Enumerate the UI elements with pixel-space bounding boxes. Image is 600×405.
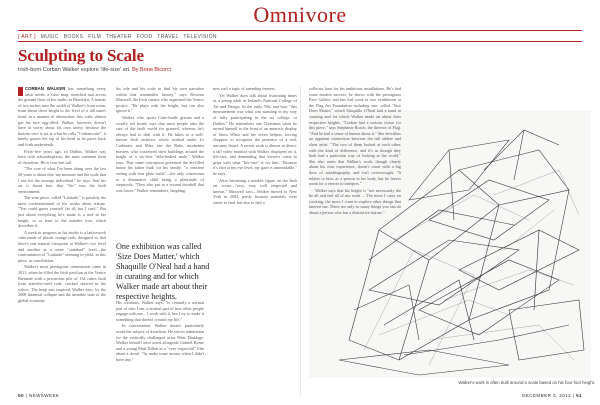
paragraph: His creations, Walker says, "is certainly a normal part of who I am, a normal part of how other people engage with me... I work with it, but I try to make it something that doesn't control my life." (116, 300, 204, 322)
paragraph: The wire piece, called "Latitude," is possibly the most confrontational of his works about stature. "You could guess yourself [as it], but I can't." But just about everything he's made is a nod to his height, or at least to the number four, which describes it. (18, 195, 106, 229)
page-number-left: 50 (18, 393, 24, 398)
paragraph: Yet Walker does talk about frustrating times as a young adult at Ireland's National College of Art and Design. In the early '90s, and how "this measurement was what was standing in my way of fully participating in the art college, or Dublin." He remembers one Christmas when he turned himself to the front of an antarctic display of Snow White and her seven helpers, forcing shoppers to recognize the presence of a real, uncanny dwarf. A recent work is almost as direct: a tall video monitor with Walker displayed on it, life-size, and demanding that viewers come to grips with what "life-size" is for him. "Because it's shot at my eye level, my gaze is unavoidable," he says. (213, 92, 297, 176)
section-travel[interactable]: TRAVEL (157, 34, 179, 40)
drop-cap-marker (18, 87, 23, 96)
section-art[interactable]: [ ART ] (18, 34, 36, 40)
footer-separator: | (25, 393, 29, 398)
footer-right (522, 393, 582, 398)
section-music[interactable]: MUSIC (40, 34, 59, 40)
paragraph (18, 86, 106, 148)
section-theater[interactable]: THEATER (105, 34, 132, 40)
paragraph: In conversation, Walker doesn't particularly avoid the subject of dwarfism. He voices admiration for the vertically challenged actor Peter Dinklage. Walker himself once acted alongside Gabriel Byrne and a young Matt Dillon in a "very respectful" film about a dwarf. "Its make some money when I didn't have any." (116, 323, 204, 362)
paragraph-text: has something every artist needs: a critic map, stretched taut across the ground floor of his studio in Brooklyn. A barrier of two inches runs the width of Walker's front room, from about chest height to the level of a tall man's head, in a manner of abstraction: this critic almost got his face egg-rilled. Walker, however, doesn't have to worry about his own safety, because the bottom wire is set at what he calls "Corbanscale": it barely grazes the top of his head as he paces back and forth underneath. (18, 86, 107, 147)
dek-text: Irish-born Corban Walker explore 'life-size' art. (18, 67, 131, 73)
masthead-rule (18, 30, 582, 31)
page-gutter (300, 86, 301, 396)
section-food[interactable]: FOOD (136, 34, 153, 40)
article-column-2-continued (116, 300, 204, 392)
paragraph: Walker's most prestigious commission came in 2011, when he filled the Irish pavilion at the Venice Biennale with a precarious pile of 134 cubes built from stainless-steel rods, stacked skewed in the valves. The heap was inspired, Walker says, by the 2008 financial collapse and the unstable state of the global economy. (18, 264, 106, 303)
paragraph: Walker, who sports Coke-bottle glasses and a scruffy red beard, says that most people take the size of the built world for granted, whereas he's always had to deal with it. He bikes to a well-known Irish architect who'd worked under Le Corbusier and Mies van der Rohe, modernist masters who conceived their buildings around the height of a six-foot "able-bodied male." Walker says. That same conception governed the art-filled house his father built for his family: "a concrete setting with four glass walls"—the only concession to a diminutive child being a plentitude of stepstools. "They also put in a second doorbell that was lower," Walker remembers, laughing. (116, 114, 204, 193)
publication-name: NEWSWEEK (28, 393, 60, 398)
footer-separator: | (572, 393, 577, 398)
byline: By Bona Bicorci (132, 67, 171, 73)
article-dek (18, 67, 171, 73)
paragraph: Walker says that his height is "not necessarily the be all and end all of my work ... The more I carry on working, the more I want to explore other things that interest me. There are only so many things you can do about a person who has a distinctive stature." (309, 187, 401, 216)
article-column-3 (213, 86, 297, 392)
issue-date: DECEMBER 3, 2012 (522, 393, 572, 398)
paragraph: collector base for his ambitious installations. He's had some modest success; he shows with the prestigious Pace Gallery and has had work in two exhibitions at the Flag Art Foundation including one, called "Size Does Matter," which Shaquille O'Neal had a hand in curating and for which Walker made art about their respective heights. "Corban had a serious vision for this piece," says Stephanie Roach, the director of Flag. "And he had a sense of humor about it." She describes an apparent connection between the tall athlete and short artist. "The two of them looked at each other, with the kind of difference, and it's as though they both had a particular way of looking at the world." She also notes that Walker's work, though clearly about his own experience, doesn't come with a big dose of autobiography, and isn't overwrought. "It relates to him, as a person in his body, but he leaves room for a viewer to interpret." (309, 86, 401, 187)
section-film[interactable]: FILM (88, 34, 102, 40)
article-headline: Sculpting to Scale (18, 46, 144, 65)
section-rule (18, 41, 582, 42)
magazine-masthead: Omnivore (253, 2, 347, 27)
lead-in: CORBAN WALKER (25, 86, 66, 91)
section-television[interactable]: TELEVISION (183, 34, 217, 40)
photo-caption: Walker's work is often built around a scale based on his four-foot height. (458, 380, 595, 385)
pull-quote: One exhibition was called 'Size Does Matter,' which Shaquille O'Neal had a hand in curating and for which Walker made art about their respective heights. (116, 242, 210, 301)
section-books[interactable]: BOOKS (63, 34, 84, 40)
paragraph: A week in progress in his studio is a latticework cube made of plastic orange rods, designed so that there's one natural viewpoint at Walker's eye level and another at a more "standard" level—the confrontation of "Latitude" seeming to yield, in this piece, to conciliation. (18, 229, 106, 263)
paragraph: new isn't a topic of unending interest. (213, 86, 276, 91)
section-nav (18, 34, 220, 40)
page-number-right: 51 (576, 393, 582, 398)
article-column-2 (116, 86, 204, 240)
footer-left (18, 393, 59, 398)
paragraph: his rule and his scale to find his own narrative within that minimalist history," says Rowena Maxwell, the Irish curator who organized the Venice project. "He plays with the height, but can also ignore it." (116, 86, 204, 114)
paragraph: Forty-five years ago, in Dublin, Walker was born with achondroplasia, the most common form of dwarfism. He is four feet tall. (18, 148, 106, 165)
article-column-4 (309, 86, 401, 216)
article-column-1 (18, 86, 106, 392)
paragraph: After becoming a notable figure on the Irish art scene—"very, very well respected and known," Maxwell says—Walker moved to New York in 2004, partly because materials were easier to find, but also to halt a (213, 177, 297, 205)
paragraph: "The core of what I've been doing over the last 20 years is about this: my measure and the scale that I use for the average individual," he says. And his art is about how that "fits" into the built environment. (18, 166, 106, 194)
